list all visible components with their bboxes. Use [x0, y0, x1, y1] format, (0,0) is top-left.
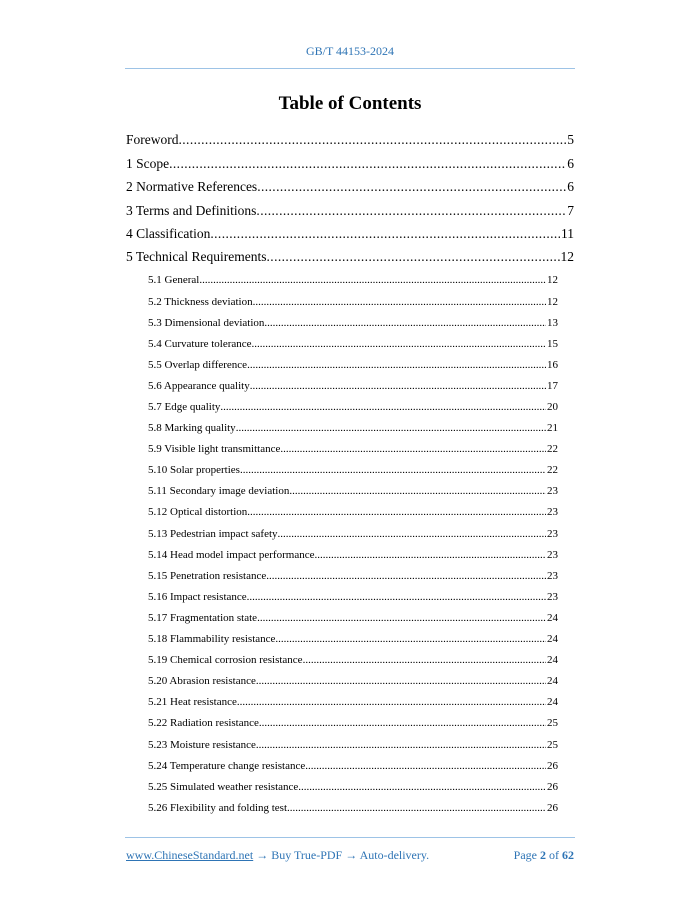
dot-leader [247, 591, 546, 603]
dot-leader [179, 132, 567, 148]
toc-entry-label: 5.16 Impact resistance [148, 590, 247, 603]
toc-subentry[interactable] [126, 286, 558, 307]
toc-page-number: 23 [547, 548, 558, 561]
dot-leader [210, 226, 560, 242]
header-divider [125, 68, 575, 69]
toc-entry-label: 5.26 Flexibility and folding test [148, 801, 288, 814]
page-prefix: Page [513, 848, 540, 862]
toc-subentry[interactable] [126, 371, 558, 392]
dot-leader [256, 203, 566, 219]
dot-leader [305, 760, 546, 772]
toc-entry-label: 3 Terms and Definitions [126, 202, 257, 218]
dot-leader [275, 633, 546, 645]
toc-entry-label: 5.5 Overlap difference [148, 358, 248, 371]
dot-leader [247, 506, 546, 518]
page-counter [514, 848, 574, 863]
toc-entry-label: 5.7 Edge quality [148, 401, 221, 413]
toc-entry-label: 5.12 Optical distortion [148, 506, 248, 519]
toc-page-number: 17 [547, 379, 558, 392]
toc-subentry[interactable] [126, 497, 558, 518]
toc-subentry[interactable] [126, 455, 558, 476]
toc-page-number: 22 [547, 464, 558, 477]
toc-entry-label: Foreword [126, 132, 179, 148]
toc-entry-label: 5.20 Abrasion resistance [148, 675, 256, 688]
toc-entry-label: 5.21 Heat resistance [148, 696, 237, 709]
dot-leader [259, 717, 546, 729]
dot-leader [199, 274, 546, 286]
toc-entry-label: 5.17 Fragmentation state [148, 611, 258, 624]
dot-leader [253, 296, 546, 308]
dot-leader [280, 443, 546, 455]
dot-leader [266, 570, 546, 582]
toc-page-number: 26 [547, 780, 558, 793]
toc-subentry[interactable] [126, 687, 558, 708]
dot-leader [298, 781, 546, 793]
toc-entry-label: 5.22 Radiation resistance [148, 717, 259, 730]
toc-entry-label: 5 Technical Requirements [126, 249, 267, 265]
toc-entry-label: 5.1 General [148, 274, 200, 287]
toc-subentry[interactable] [126, 772, 558, 793]
toc-entry-foreword[interactable] [126, 125, 574, 148]
toc-page-number: 12 [560, 249, 574, 265]
toc-page-number: 25 [547, 717, 558, 730]
page-of: of [546, 848, 562, 862]
toc-entry-label: 5.18 Flammability resistance [148, 633, 276, 646]
toc-page-number: 26 [547, 801, 558, 814]
toc-page-number: 22 [547, 443, 558, 456]
toc-page-number: 23 [547, 527, 558, 540]
toc-entry-label: 4 Classification [126, 225, 211, 241]
toc-subentry[interactable] [126, 624, 558, 645]
dot-leader [257, 179, 566, 195]
dot-leader [247, 359, 546, 371]
dot-leader [240, 464, 546, 476]
dot-leader [220, 401, 546, 413]
toc-entry-label: 5.11 Secondary image deviation [148, 485, 290, 498]
toc-subentry[interactable] [126, 708, 558, 729]
dot-leader [257, 612, 546, 624]
footer-divider [125, 837, 575, 838]
toc-subentry[interactable] [126, 308, 558, 329]
toc-page-number: 16 [547, 358, 558, 371]
toc-entry-label: 5.6 Appearance quality [148, 379, 250, 392]
toc-subentry[interactable] [126, 392, 558, 413]
toc-page-number: 6 [567, 155, 574, 171]
toc-page-number: 23 [547, 590, 558, 603]
toc-subentry[interactable] [126, 645, 558, 666]
toc-subentry[interactable] [126, 413, 558, 434]
toc-entry-technical-requirements[interactable] [126, 242, 574, 265]
toc-subentry[interactable] [126, 540, 558, 561]
toc-entry-label: 5.3 Dimensional deviation [148, 316, 265, 329]
promo-text: → Buy True-PDF → Auto-delivery. [253, 848, 430, 862]
toc-page-number: 23 [547, 506, 558, 519]
toc-subentry[interactable] [126, 793, 558, 814]
document-footer [126, 848, 574, 863]
dot-leader [256, 739, 546, 751]
toc-subentry[interactable] [126, 476, 558, 497]
toc-entry-normative-references[interactable] [126, 172, 574, 195]
dot-leader [250, 380, 546, 392]
toc-entry-label: 5.14 Head model impact performance [148, 548, 315, 561]
table-of-contents [126, 125, 574, 814]
toc-page-number: 12 [547, 274, 558, 287]
toc-subentry[interactable] [126, 729, 558, 750]
toc-entry-terms-definitions[interactable] [126, 195, 574, 218]
toc-page-number: 11 [561, 225, 574, 241]
toc-subentry[interactable] [126, 350, 558, 371]
toc-page-number: 24 [547, 675, 558, 688]
dot-leader [287, 802, 546, 814]
toc-entry-label: 1 Scope [126, 155, 170, 171]
dot-leader [278, 528, 546, 540]
dot-leader [236, 422, 546, 434]
toc-subentry[interactable] [126, 666, 558, 687]
toc-subentry[interactable] [126, 603, 558, 624]
total-pages: 62 [562, 848, 574, 862]
toc-page-number: 24 [547, 654, 558, 667]
toc-entry-label: 5.23 Moisture resistance [148, 738, 256, 751]
toc-entry-label: 5.9 Visible light transmittance [148, 443, 281, 456]
dot-leader [289, 485, 546, 497]
toc-page-number: 25 [547, 738, 558, 751]
page-title: Table of Contents [278, 93, 422, 114]
toc-page-number: 7 [567, 202, 574, 218]
toc-entry-label: 5.8 Marking quality [148, 422, 236, 435]
toc-page-number: 5 [567, 132, 574, 148]
toc-page-number: 24 [547, 611, 558, 624]
toc-page-number: 23 [547, 569, 558, 582]
toc-subentry[interactable] [126, 265, 558, 286]
toc-entry-label: 2 Normative References [126, 179, 258, 195]
toc-subentry[interactable] [126, 434, 558, 455]
toc-subentry[interactable] [126, 561, 558, 582]
dot-leader [314, 549, 546, 561]
toc-entry-label: 5.13 Pedestrian impact safety [148, 527, 278, 540]
toc-entry-classification[interactable] [126, 219, 574, 242]
toc-subentry[interactable] [126, 518, 558, 539]
toc-page-number: 26 [547, 759, 558, 772]
dot-leader [169, 156, 566, 172]
toc-entry-label: 5.25 Simulated weather resistance [148, 780, 299, 793]
toc-subentry[interactable] [126, 329, 558, 350]
site-link[interactable]: www.ChineseStandard.net [126, 848, 254, 862]
toc-page-number: 24 [547, 633, 558, 646]
toc-page-number: 24 [547, 696, 558, 709]
toc-subentry[interactable] [126, 751, 558, 772]
toc-page-number: 13 [547, 316, 558, 329]
toc-page-number: 23 [547, 485, 558, 498]
toc-entry-label: 5.10 Solar properties [148, 464, 240, 477]
dot-leader [237, 696, 546, 708]
toc-entry-label: 5.19 Chemical corrosion resistance [148, 654, 303, 667]
dot-leader [252, 338, 546, 350]
document-header: GB/T 44153-2024 [305, 44, 395, 58]
toc-entry-label: 5.24 Temperature change resistance [148, 759, 306, 772]
toc-page-number: 12 [547, 295, 558, 308]
toc-entry-label: 5.4 Curvature tolerance [148, 337, 252, 350]
dot-leader [264, 317, 546, 329]
toc-page-number: 21 [547, 422, 558, 435]
toc-entry-scope[interactable] [126, 148, 574, 171]
dot-leader [303, 654, 546, 666]
toc-page-number: 20 [547, 401, 558, 413]
toc-page-number: 15 [547, 337, 558, 350]
current-page: 2 [540, 848, 546, 862]
toc-subentry[interactable] [126, 582, 558, 603]
toc-entry-label: 5.15 Penetration resistance [148, 569, 267, 582]
dot-leader [267, 249, 560, 265]
toc-page-number: 6 [567, 179, 574, 195]
toc-entry-label: 5.2 Thickness deviation [148, 295, 253, 308]
dot-leader [256, 675, 546, 687]
